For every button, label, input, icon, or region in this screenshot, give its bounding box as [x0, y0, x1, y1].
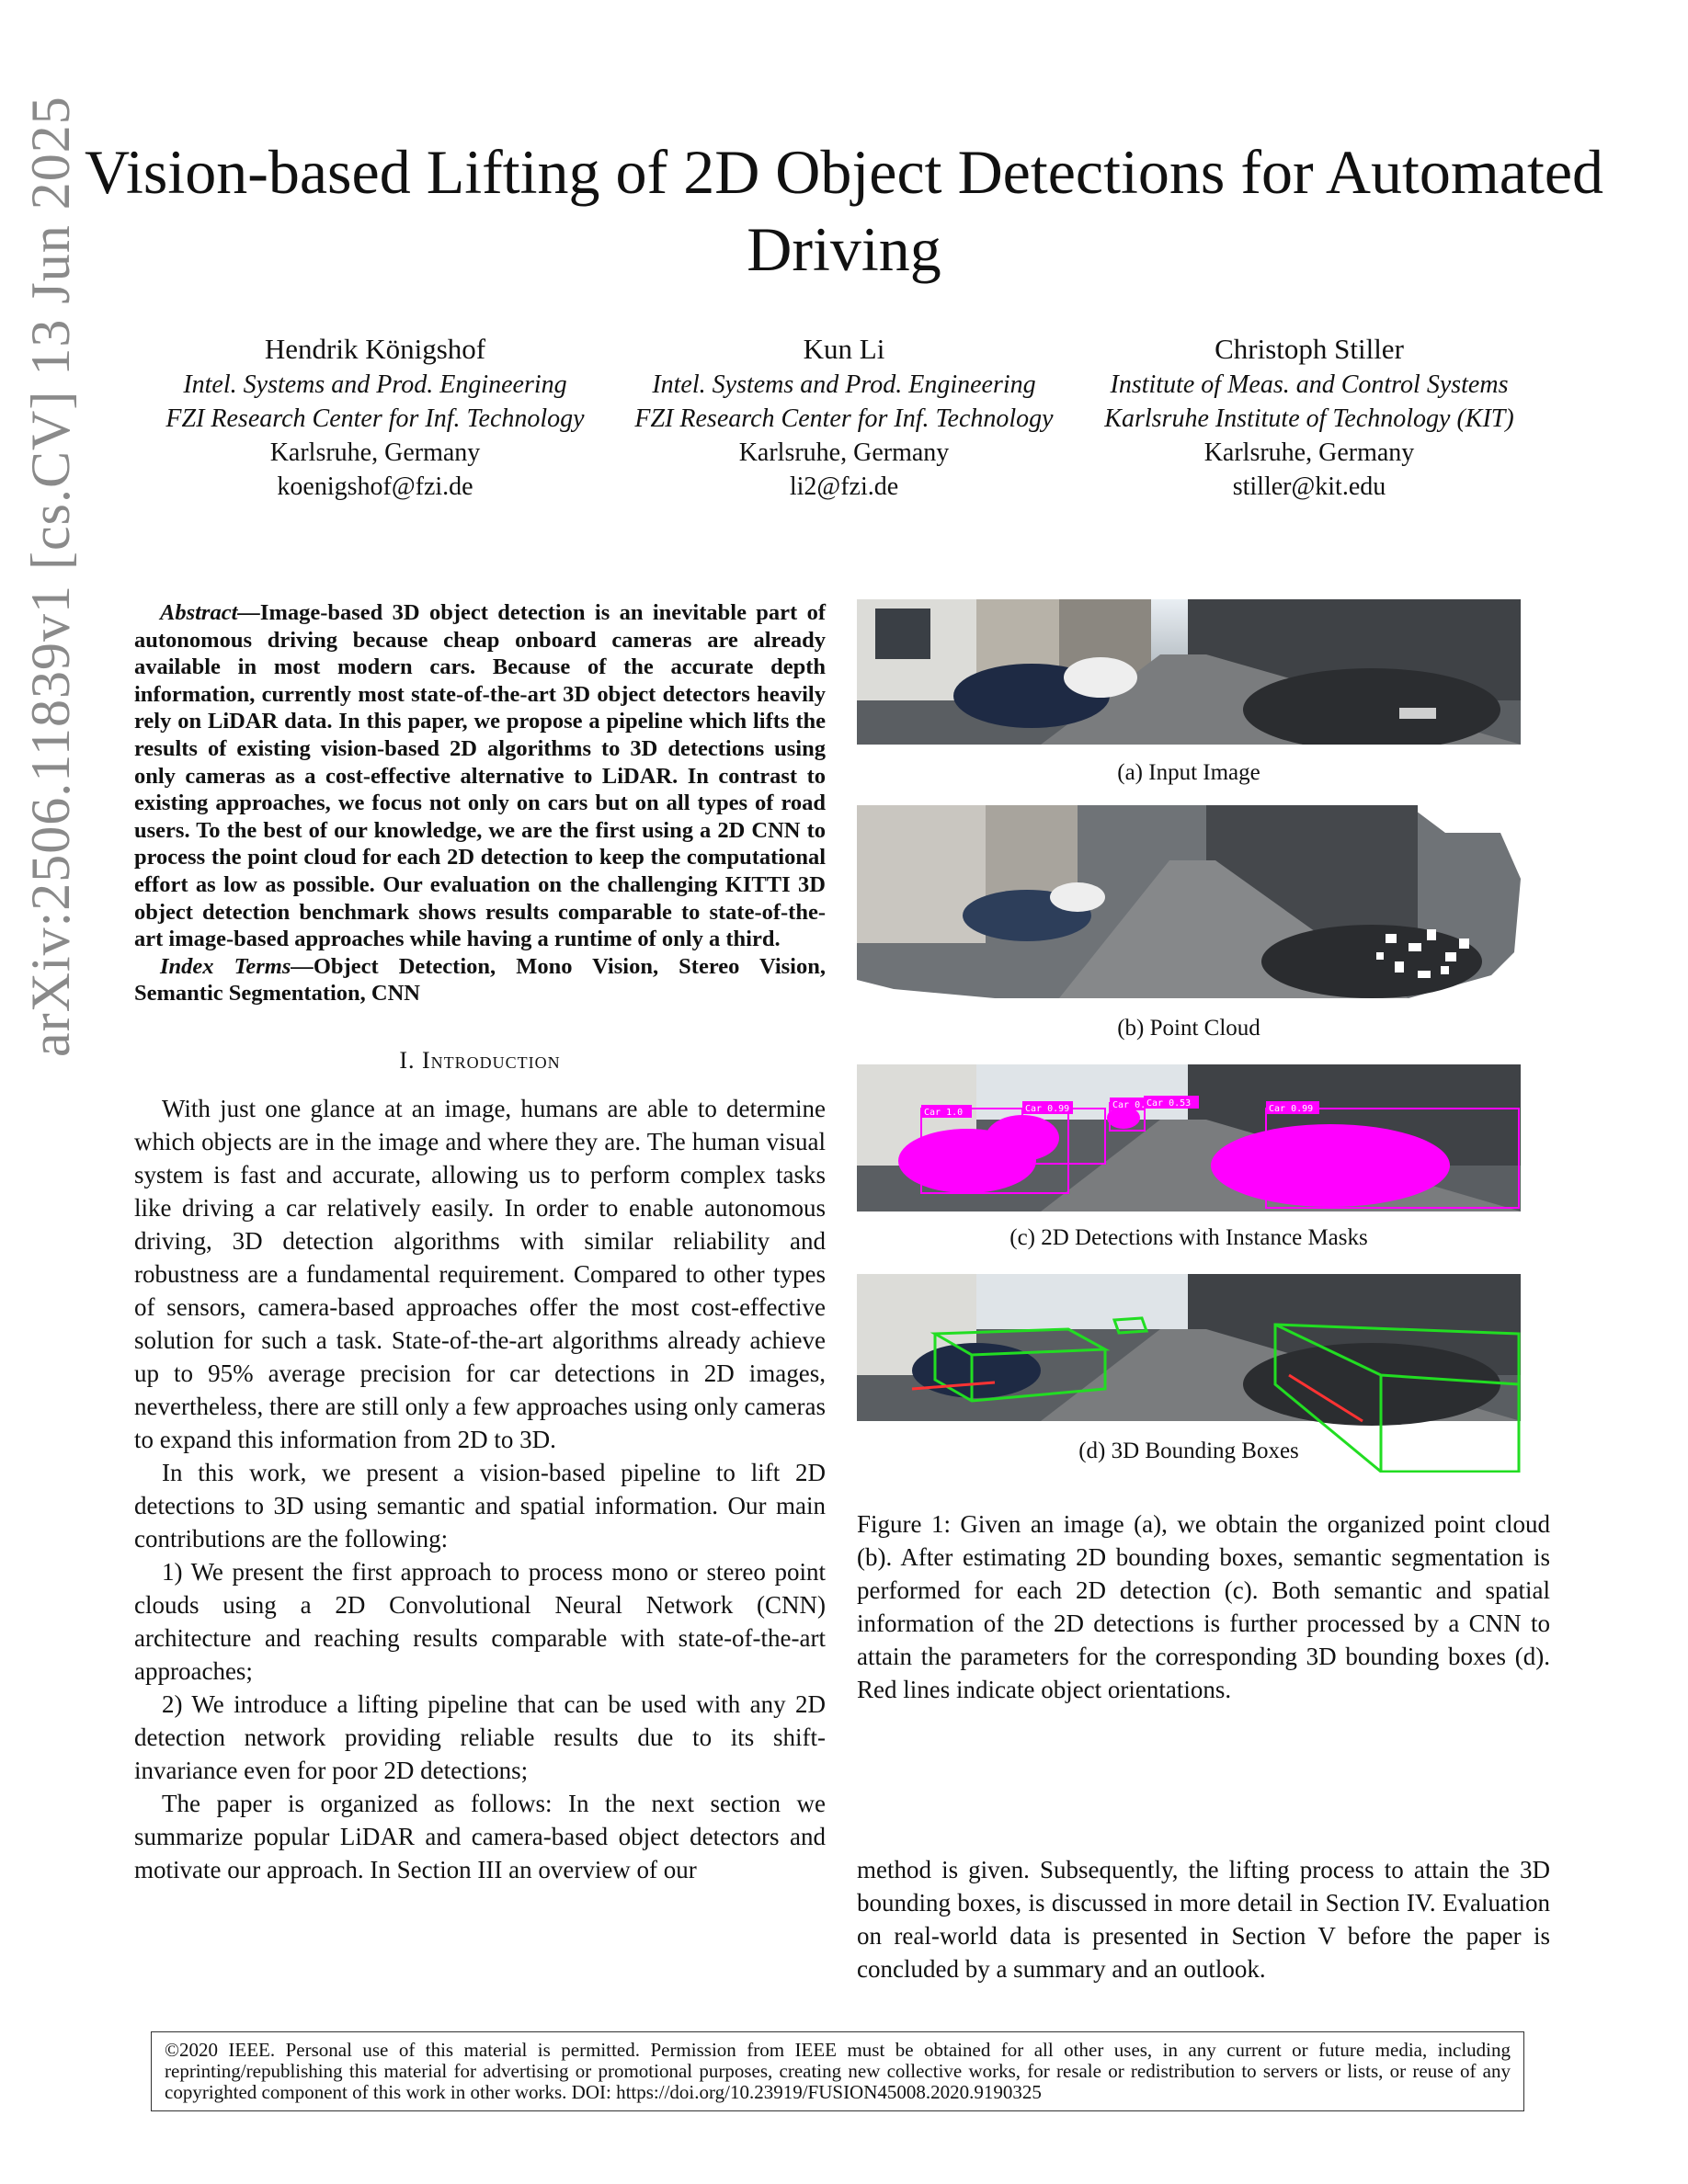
author-org: FZI Research Center for Inf. Technology — [634, 404, 1054, 433]
author-city: Karlsruhe, Germany — [738, 438, 950, 467]
paper-title: Vision-based Lifting of 2D Object Detections for Automated Driving — [84, 137, 1604, 284]
copyright-notice: ©2020 IEEE. Personal use of this material is permitted. Permission from IEEE must be obtained for all other uses, in any current or future media, including reprinting/republishing this material for advertising or promotional purposes, creating new collective works, for resale or redistribution to servers or lists, or reuse of any copyrighted component of this work in other works. DOI: https://doi.org/10.23919/FUSION45008.2020.9190325 — [151, 2031, 1524, 2111]
section-heading-introduction: I. Introduction — [399, 1046, 561, 1074]
author-email[interactable]: koenigshof@fzi.de — [277, 472, 473, 501]
author-dept: Intel. Systems and Prod. Engineering — [652, 370, 1036, 399]
abstract-text: Image-based 3D object detection is an inevitable part of autonomous driving because cheap onboard cameras are already available in most modern cars. Because of the accurate depth information, currently most state-of-the-art 3D object detectors heavily rely on LiDAR data. In this paper, we propose a pipeline which lifts the results of existing vision-based 2D algorithms to 3D detections using only cameras as a cost-effective alternative to LiDAR. In contrast to existing approaches, we focus not only on cars but on all types of road users. To the best of our knowledge, we are the first using a 2D CNN to process the point cloud for each 2D detection to keep the computational effort as low as possible. Our evaluation on the challenging KITTI 3D object detection benchmark shows results comparable to state-of-the-art image-based approaches while having a runtime of only a third. — [134, 600, 826, 952]
index-terms — [134, 953, 826, 1007]
street-scene-image — [857, 599, 1521, 745]
point-cloud-image — [857, 805, 1521, 1004]
author-org: Karlsruhe Institute of Technology (KIT) — [1104, 404, 1514, 433]
author-block-1 — [136, 331, 614, 504]
index-terms-text: Object Detection, Mono Vision, Stereo Vision, Semantic Segmentation, CNN — [134, 953, 826, 1007]
detection-label: Car 0.53 — [1146, 1098, 1192, 1109]
detection-label: Car 1.0 — [924, 1108, 964, 1118]
detection-label: Car 0.99 — [1269, 1104, 1314, 1114]
intro-paragraph: In this work, we present a vision-based pipeline to lift 2D detections to 3D using semantic and spatial information. Our main contributions are the following: — [134, 1458, 826, 1553]
author-email[interactable]: li2@fzi.de — [789, 472, 899, 501]
subcaption-a: (a) Input Image — [1117, 760, 1260, 785]
figure-2d-detections — [857, 1064, 1521, 1211]
abstract-label: Abstract— — [160, 600, 260, 625]
author-city: Karlsruhe, Germany — [269, 438, 481, 467]
detection-label: Car 0. — [1112, 1100, 1146, 1110]
author-dept: Intel. Systems and Prod. Engineering — [183, 370, 567, 399]
intro-paragraph: The paper is organized as follows: In the next section we summarize popular LiDAR and camera-based object detectors and motivate our approach. In Section III an overview of our — [134, 1789, 826, 1883]
contribution-item: 1) We present the first approach to process mono or stereo point clouds using a 2D Convolutional Neural Network (CNN) architecture and reaching results comparable with state-of-the-art approaches; — [134, 1557, 826, 1685]
author-block-3 — [1070, 331, 1548, 504]
figure-point-cloud — [857, 805, 1521, 1004]
author-dept: Institute of Meas. and Control Systems — [1110, 370, 1509, 399]
figure-caption: Figure 1: Given an image (a), we obtain the organized point cloud (b). After estimating 2D bounding boxes, semantic segmentation is performed for each 2D detection (c). Both semantic and spatial information of the 2D detections is further processed by a CNN to attain the parameters for the corresponding 3D bounding boxes (d). Red lines indicate object orientations. — [857, 1510, 1550, 1703]
figure-input-image — [857, 599, 1521, 745]
arxiv-stamp: arXiv:2506.11839v1 [cs.CV] 13 Jun 2025 — [20, 96, 81, 1057]
index-terms-label: Index Terms— — [160, 953, 314, 979]
author-email[interactable]: stiller@kit.edu — [1232, 472, 1386, 501]
author-block-2 — [605, 331, 1083, 504]
detections-image — [857, 1064, 1521, 1211]
subcaption-c: (c) 2D Detections with Instance Masks — [1009, 1225, 1368, 1250]
contribution-item: 2) We introduce a lifting pipeline that can be used with any 2D detection network providing reliable results due to its shift-invariance even for poor 2D detections; — [134, 1689, 826, 1784]
abstract — [134, 599, 826, 953]
author-name: Hendrik Königshof — [264, 333, 486, 365]
left-column — [134, 599, 826, 1886]
right-column-text: method is given. Subsequently, the lifting process to attain the 3D bounding boxes, is discussed in more detail in Section IV. Evaluation on real-world data is presented in Section V before the paper is concluded by a summary and an outlook. — [857, 1856, 1550, 1983]
subcaption-d: (d) 3D Bounding Boxes — [1078, 1439, 1299, 1463]
intro-paragraph: With just one glance at an image, humans are able to determine which objects are in the image and where they are. The human visual system is fast and accurate, allowing us to perform complex tasks like driving a car relatively easily. In order to enable autonomous driving, 3D detection algorithms with similar reliability and robustness are a fundamental requirement. Compared to other types of sensors, camera-based approaches offer the most cost-effective solution for such a task. State-of-the-art algorithms already achieve up to 95% average precision for car detections in 2D images, nevertheless, there are still only a few approaches using only cameras to expand this information from 2D to 3D. — [134, 1094, 826, 1453]
subcaption-b: (b) Point Cloud — [1117, 1016, 1260, 1041]
author-city: Karlsruhe, Germany — [1203, 438, 1415, 467]
author-name: Christoph Stiller — [1215, 333, 1404, 365]
detection-label: Car 0.99 — [1025, 1104, 1070, 1114]
author-name: Kun Li — [803, 333, 885, 365]
author-org: FZI Research Center for Inf. Technology — [165, 404, 585, 433]
